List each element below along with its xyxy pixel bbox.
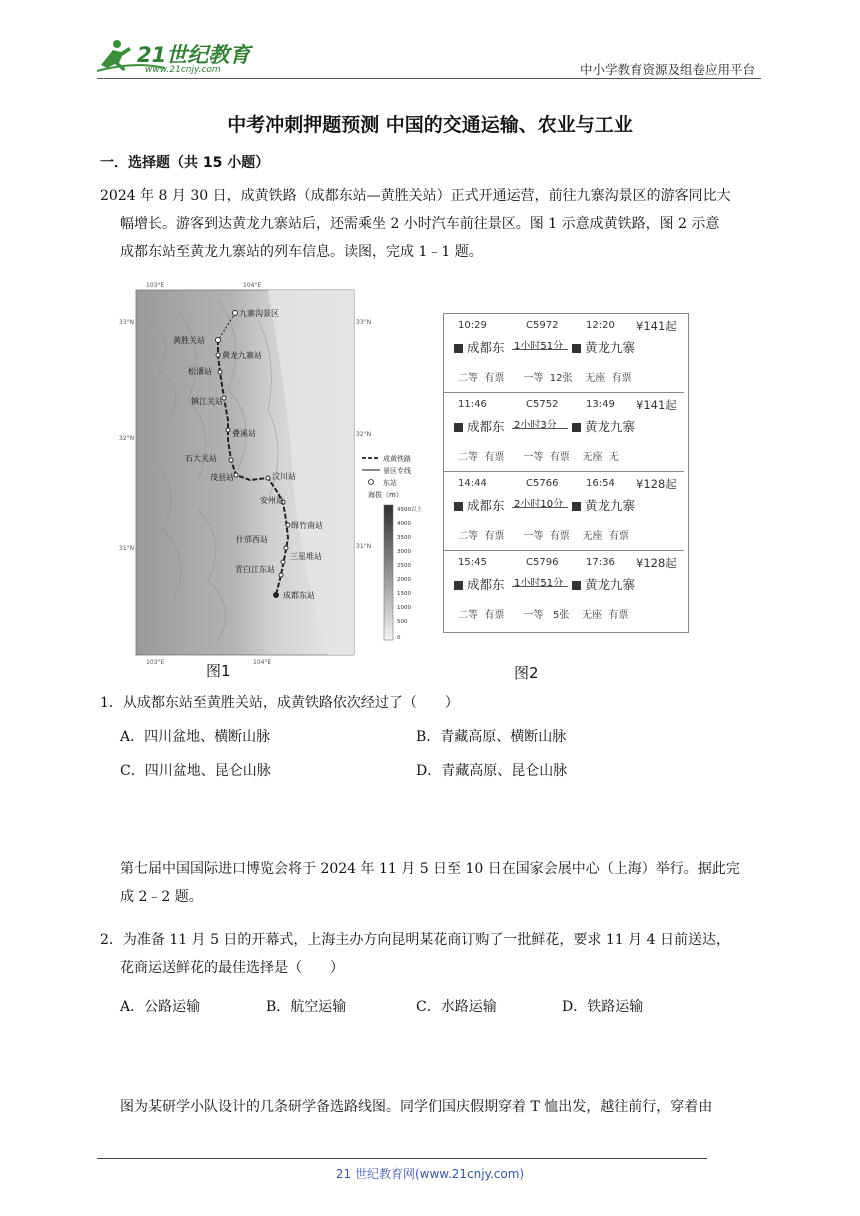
train-dep-time: 11:46 — [458, 399, 487, 410]
station-label-4: 镇江关站 — [191, 397, 223, 406]
train-seats: 二等 有票 一等 有票 无座 有票 — [458, 531, 629, 542]
train-code: C5796 — [526, 557, 559, 568]
station-label-14: 成都东站 — [283, 591, 315, 600]
elev-tick-5: 2000 — [397, 577, 411, 583]
elev-tick-8: 500 — [397, 619, 408, 625]
intro1-line3: 成都东站至黄龙九寨站的列车信息。读图，完成 1﹣1 题。 — [120, 244, 483, 260]
legend-elevation-title: 海拔（m） — [368, 491, 403, 499]
question-1-stem: 1．从成都东站至黄胜关站，成黄铁路依次经过了（ ） — [100, 695, 459, 711]
intro2-line2: 成 2﹣2 题。 — [120, 889, 203, 905]
train-card — [444, 314, 684, 393]
train-arr-time: 16:54 — [586, 478, 615, 489]
elev-tick-0: 4500以上 — [397, 507, 422, 513]
train-price: ¥128起 — [636, 556, 677, 570]
station-label-12: 三星堆站 — [290, 552, 322, 561]
lat-label-31: 31°N — [119, 545, 135, 552]
intro3-line1: 图为某研学小队设计的几条研学备选路线图。同学们国庆假期穿着 T 恤出发，越往前行，穿着由 — [120, 1099, 713, 1115]
logo — [95, 35, 260, 77]
train-duration: 2小时3分 — [514, 420, 557, 431]
train-arr-time: 12:20 — [586, 320, 615, 331]
elev-tick-1: 4000 — [397, 521, 411, 527]
train-dep-time: 14:44 — [458, 478, 487, 489]
section-heading: 一．选择题（共 15 小题） — [100, 155, 270, 171]
train-duration: 1小时51分 — [514, 341, 564, 352]
lat-label-32: 32°N — [119, 435, 135, 442]
figure-2-train-info — [440, 310, 690, 682]
intro-paragraph-1 — [100, 182, 765, 266]
elev-tick-7: 1000 — [397, 605, 411, 611]
elev-tick-3: 3000 — [397, 549, 411, 555]
station-label-7: 茂县站 — [210, 473, 234, 482]
elev-tick-9: 0 — [397, 635, 401, 641]
intro2-line1: 第七届中国国际进口博览会将于 2024 年 11 月 5 日至 10 日在国家会展中心（上海）举行。据此完 — [120, 861, 740, 877]
train-card — [444, 472, 684, 551]
q1-option-a[interactable]: A．四川盆地、横断山脉 — [120, 729, 271, 745]
station-label-11: 什邡西站 — [236, 535, 268, 544]
train-code: C5766 — [526, 478, 559, 489]
q1-option-d[interactable]: D．青藏高原、昆仑山脉 — [416, 763, 568, 779]
train-dep-time: 10:29 — [458, 320, 487, 331]
train-card — [444, 551, 684, 629]
footer-divider — [97, 1158, 707, 1159]
lon-label-103: 103°E — [146, 282, 165, 289]
train-code: C5752 — [526, 399, 559, 410]
footer-text[interactable]: 21 世纪教育网(www.21cnjy.com) — [335, 1167, 525, 1181]
arrow-line-icon — [512, 507, 568, 508]
train-code: C5972 — [526, 320, 559, 331]
elev-tick-2: 3500 — [397, 535, 411, 541]
q1-option-b[interactable]: B．青藏高原、横断山脉 — [416, 729, 567, 745]
lon-label-103-bottom: 103°E — [146, 659, 165, 666]
logo-url: www.21cnjy.com — [145, 65, 221, 75]
lat-label-32-right: 32°N — [356, 431, 372, 438]
header-platform-text: 中小学教育资源及组卷应用平台 — [579, 62, 755, 77]
lon-label-104: 104°E — [243, 282, 262, 289]
station-label-10: 绵竹南站 — [291, 521, 323, 530]
lat-label-33: 33°N — [119, 319, 135, 326]
train-price: ¥141起 — [636, 319, 677, 333]
train-from: 成都东 — [467, 340, 505, 355]
figure-1-map — [118, 280, 436, 680]
square-icon — [572, 581, 581, 590]
q2-option-a[interactable]: A．公路运输 — [120, 999, 201, 1015]
train-to: 黄龙九寨 — [585, 419, 636, 434]
station-label-6: 石大关站 — [185, 454, 217, 463]
square-icon — [454, 423, 463, 432]
station-label-1: 黄胜关站 — [173, 336, 205, 345]
intro-paragraph-2 — [100, 855, 770, 911]
train-duration: 1小时51分 — [514, 578, 564, 589]
train-to: 黄龙九寨 — [585, 577, 636, 592]
lat-label-31-right: 31°N — [356, 543, 372, 550]
q2-option-c[interactable]: C．水路运输 — [416, 999, 497, 1015]
intro1-line1: 2024 年 8 月 30 日，成黄铁路（成都东站—黄胜关站）正式开通运营，前往九寨沟景区的游客同比大 — [100, 188, 731, 204]
square-icon — [454, 344, 463, 353]
page-title: 中考冲刺押题预测 中国的交通运输、农业与工业 — [227, 114, 633, 136]
square-icon — [572, 423, 581, 432]
train-arr-time: 17:36 — [586, 557, 615, 568]
station-label-2: 黄龙九寨站 — [222, 351, 262, 360]
station-label-13: 青白江东站 — [235, 565, 275, 574]
intro-paragraph-3 — [100, 1093, 770, 1121]
train-seats: 二等 有票 一等 12张 无座 有票 — [458, 373, 632, 384]
q2-option-b[interactable]: B．航空运输 — [266, 999, 347, 1015]
header-divider — [97, 78, 761, 79]
train-price: ¥128起 — [636, 477, 677, 491]
legend-scenic-label: 景区专线 — [383, 467, 411, 475]
square-icon — [454, 502, 463, 511]
figure-2-caption: 图2 — [514, 664, 539, 682]
arrow-line-icon — [512, 428, 568, 429]
legend-station-label: 东站 — [383, 479, 397, 487]
station-label-9: 安州站 — [260, 496, 284, 505]
elev-tick-4: 2500 — [397, 563, 411, 569]
intro1-line2: 幅增长。游客到达黄龙九寨站后，还需乘坐 2 小时汽车前往景区。图 1 示意成黄铁路，图 2 示意 — [120, 216, 720, 232]
train-seats: 二等 有票 一等 5张 无座 有票 — [458, 610, 629, 621]
lon-label-104-bottom: 104°E — [253, 659, 272, 666]
question-2-stem — [100, 926, 770, 982]
square-icon — [572, 344, 581, 353]
train-duration: 2小时10分 — [514, 499, 564, 510]
legend-rail-label: 成黄铁路 — [383, 455, 411, 463]
square-icon — [454, 581, 463, 590]
q1-option-c[interactable]: C．四川盆地、昆仑山脉 — [120, 763, 271, 779]
logo-text: 21世纪教育 — [137, 43, 251, 67]
square-icon — [572, 502, 581, 511]
station-label-0: 九寨沟景区 — [239, 309, 279, 318]
arrow-line-icon — [512, 586, 568, 587]
figure-1-caption: 图1 — [206, 662, 231, 680]
arrow-line-icon — [512, 349, 568, 350]
train-to: 黄龙九寨 — [585, 340, 636, 355]
train-card — [444, 393, 684, 472]
relief-map — [118, 280, 436, 680]
train-from: 成都东 — [467, 498, 505, 513]
elev-tick-6: 1500 — [397, 591, 411, 597]
train-seats: 二等 有票 一等 有票 无座 无 — [458, 452, 619, 463]
train-arr-time: 13:49 — [586, 399, 615, 410]
station-label-8: 汶川站 — [272, 472, 296, 481]
train-from: 成都东 — [467, 419, 505, 434]
train-from: 成都东 — [467, 577, 505, 592]
q2-option-d[interactable]: D．铁路运输 — [562, 999, 644, 1015]
q2-line2: 花商运送鲜花的最佳选择是（ ） — [120, 960, 344, 976]
lat-label-33-right: 33°N — [356, 319, 372, 326]
station-label-5: 叠溪站 — [232, 429, 256, 438]
station-label-3: 松潘站 — [188, 367, 212, 376]
train-dep-time: 15:45 — [458, 557, 487, 568]
q2-line1: 2．为准备 11 月 5 日的开幕式，上海主办方向昆明某花商订购了一批鲜花，要求 11 月 4 日前送达， — [100, 932, 730, 948]
train-price: ¥141起 — [636, 398, 677, 412]
train-to: 黄龙九寨 — [585, 498, 636, 513]
